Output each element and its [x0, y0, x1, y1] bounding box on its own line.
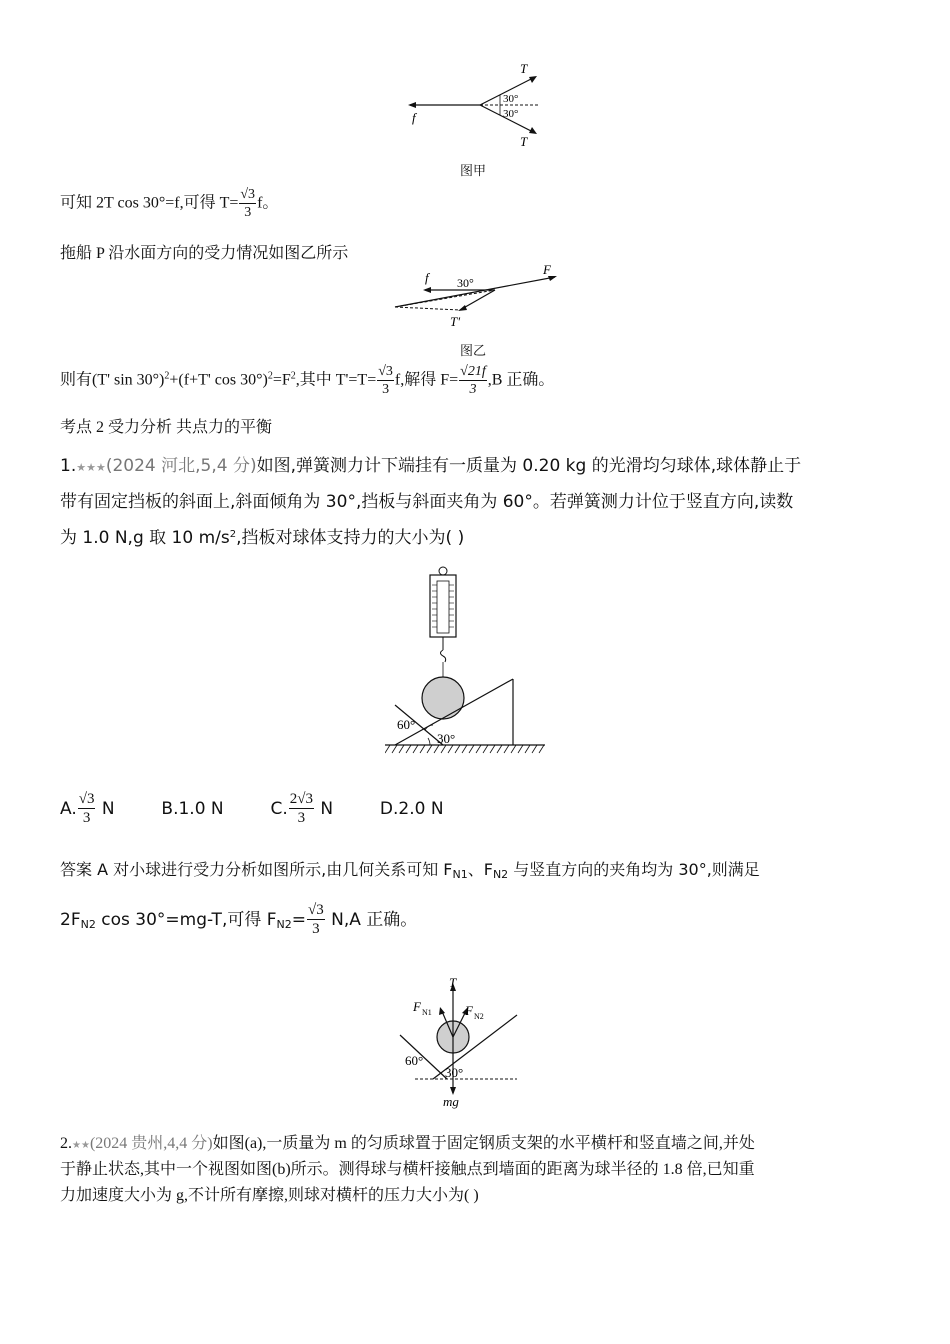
label-angle-top: 30° [503, 93, 519, 105]
option-a[interactable]: A. $\frac{√3}{3}$ N [60, 791, 115, 826]
figure-yi-caption: 图乙 [460, 344, 487, 359]
q1-line-1: 1.★★★(2024 河北,5,4 分)如图,弹簧测力计下端挂有一质量为 0.20 kg 的光滑均匀球体,球体静止于 [60, 456, 802, 476]
q2-line-2: 于静止状态,其中一个视图如图(b)所示。测得球与横杆接触点到墙面的距离为球半径的 1.8 倍,已知重 [60, 1161, 755, 1178]
difficulty-badge: ★★★ [76, 461, 106, 474]
q1-line-3: 为 1.0 N,g 取 10 $m/s^2$,挡板对球体支持力的大小为( ) [60, 528, 465, 548]
option-b[interactable]: B.1.0 N [161, 799, 224, 819]
label-angle-30: 30° [437, 731, 456, 746]
label-t-top: T [520, 61, 528, 76]
option-c[interactable]: C. $\frac{2√3}{3}$ N [270, 791, 334, 826]
solution-line-3: 则有(T' sin 30°)$^2$+(f+T' $\cos 30^\circ)^2=F^2$,其中 T'=T= $\frac{√3}{3}$ f,解得 F= $\frac{√21f}{3}$ ,B 正确。 [60, 364, 555, 397]
label-fn1: F [413, 999, 421, 1014]
label-fn2: F [465, 1003, 473, 1018]
figure-q1 [385, 565, 550, 760]
figure-answer1 [395, 975, 530, 1110]
section-heading: 考点 2 受力分析 共点力的平衡 [60, 419, 273, 436]
difficulty-badge: ★★ [72, 1140, 90, 1151]
figure-jia-caption: 图甲 [460, 164, 487, 179]
figure-jia [400, 60, 550, 150]
label-mg: mg [443, 1094, 459, 1109]
label-t-bottom: T [520, 134, 528, 149]
label-angle: 30° [457, 276, 474, 290]
label-angle-30: 30° [445, 1065, 464, 1080]
solution-line-2: 拖船 P 沿水面方向的受力情况如图乙所示 [60, 245, 349, 262]
label-t: T [449, 975, 457, 990]
answer1-line-1: 答案 A 对小球进行受力分析如图所示,由几何关系可知 $F_{N1}$、$F_{N2}$ 与竖直方向的夹角均为 30°,则满足 [60, 860, 760, 881]
label-F: F [543, 262, 551, 277]
q1-options [60, 792, 444, 826]
solution-line-1: 可知 2T cos 30°=f,可得 T= $\frac{√3}{3}$ f。 [60, 187, 279, 220]
q2-line-3: 力加速度大小为 g,不计所有摩擦,则球对横杆的压力大小为( ) [60, 1187, 479, 1204]
label-angle-60: 60° [397, 717, 416, 732]
label-fn2-sub: N2 [474, 1012, 484, 1021]
label-fn1-sub: N1 [422, 1008, 432, 1017]
label-t-prime: T' [450, 314, 461, 329]
option-d[interactable]: D.2.0 N [379, 799, 444, 819]
label-f: f [425, 270, 429, 285]
label-angle-60: 60° [405, 1053, 424, 1068]
label-angle-bottom: 30° [503, 108, 519, 120]
q1-line-2: 带有固定挡板的斜面上,斜面倾角为 30°,挡板与斜面夹角为 60°。若弹簧测力计位于竖直方向,读数 [60, 492, 794, 512]
figure-yi [385, 262, 570, 332]
q2-line-1: 2.★★(2024 贵州,4,4 分)如图(a),一质量为 m 的匀质球置于固定钢质支架的水平横杆和竖直墙之间,并处 [60, 1135, 755, 1152]
label-f: f [412, 110, 416, 125]
answer1-line-2: $2F_{N2}$ cos 30°=mg-T,可得 $F_{N2}=$ $\frac{√3}{3}$ N,A 正确。 [60, 902, 418, 937]
